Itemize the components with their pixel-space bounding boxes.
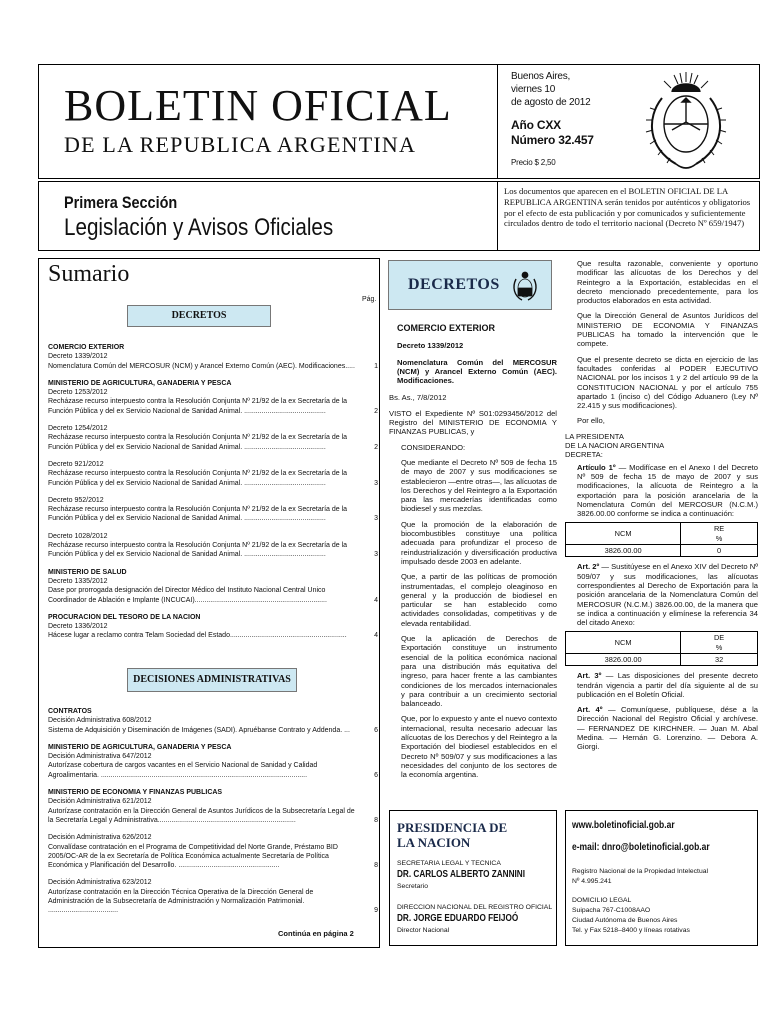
direccion-role: Director Nacional — [397, 927, 450, 934]
registro-number: Nº 4.995.241 — [572, 878, 612, 885]
domicilio-phone: Tel. y Fax 5218–8400 y líneas rotativas — [572, 927, 690, 934]
decreto-por-ello: Por ello, — [577, 416, 605, 426]
domicilio-city: Ciudad Autónoma de Buenos Aires — [572, 917, 678, 924]
list-item[interactable]: Decisión Administrativa 623/2012 Autorízase contratación en la Dirección Técnica Operativa de la Dirección General de Administración de la Subsecretaría de Administración y Normalización Patrimonial. .................................... 9 — [48, 879, 378, 915]
list-item[interactable]: Decreto 921/2012 Recházase recurso interpuesto contra la Resolución Conjunta Nº 21/92 de la ex Secretaría de la Función Pública y del ex Servicio Nacional de Sanidad Animal. .......................................... 3 — [48, 460, 378, 487]
domicilio-street: Suipacha 767-C1008AAO — [572, 907, 651, 914]
coat-of-arms-icon — [640, 68, 732, 178]
decreto-article-2: Art. 2º — Sustitúyese en el Anexo XIV del Decreto Nº 509/07 y sus modificaciones, las alícuotas correspondientes al Derecho de Exportación para la posición arancelaria de la Nomenclatura Común del MERCOSUR (N.C.M.) 3826.00.00, de la manera que se indica a continuación y elimínese la referencia 34 del citado Anexo: — [577, 562, 758, 628]
newspaper-subtitle: DE LA REPUBLICA ARGENTINA — [64, 132, 417, 157]
sumario-decisiones-list — [48, 707, 378, 916]
sumario-title: Sumario — [48, 261, 130, 287]
ncm-table-re: NCM RE % 3826.00.00 0 — [565, 522, 758, 557]
list-item[interactable]: MINISTERIO DE AGRICULTURA, GANADERIA Y PESCA Decreto 1253/2012 Recházase recurso interpuesto contra la Resolución Conjunta Nº 21/92 de la ex Secretaría de la Función Pública y del ex Servicio Nacional de Sanidad Animal. .......................................... 2 — [48, 379, 378, 415]
list-item[interactable]: Decisión Administrativa 626/2012 Convalídase contratación en el Programa de Competitividad del Norte Grande, Préstamo BID 2005/OC-AR de la ex Secretaría de Política Económica actualmente Secretaría de Política Económica y Planificación del Desarrollo. .................................................... 8 — [48, 834, 378, 870]
section-title: Primera Sección — [64, 193, 178, 212]
decreto-paragraph: Que mediante el Decreto Nº 509 de fecha 15 de mayo de 2007 y sus modificaciones se establecieron —entre otras—, las alícuotas de los Derechos y del Reintegro a la Exportación para las mercaderías identificadas como biodiesel y sus mezclas. — [401, 457, 557, 514]
list-item[interactable]: MINISTERIO DE ECONOMIA Y FINANZAS PUBLICAS Decisión Administrativa 621/2012 Autorízase contratación en la Dirección General de Asuntos Jurídicos de la Subsecretaría Legal de la Secretaría Legal y Administrativa....................................................................... 8 — [48, 789, 378, 824]
decreto-place-date: Bs. As., 7/8/2012 — [389, 393, 447, 403]
decreto-paragraph: Que la aplicación de Derechos de Exportación constituye un instrumento esencial de la política económica nacional para una distribución más equitativa del ingreso, para hacer frente a las cambiantes condiciones de los mercados internacionales y para contribuir a un crecimiento sectorial balanceado. — [401, 634, 557, 709]
issue-city: Buenos Aires, — [511, 71, 571, 82]
direccion-label: DIRECCION NACIONAL DEL REGISTRO OFICIAL — [397, 904, 553, 911]
decreto-decreta: DECRETA: — [565, 450, 603, 460]
list-item[interactable]: CONTRATOS Decisión Administrativa 608/2012 Sistema de Adquisición y Diseminación de Imágenes (SADI). Apruébanse Contrato y Addenda. ... 6 — [48, 708, 378, 734]
decretos-label: DECRETOS — [127, 305, 271, 327]
issue-price: Precio $ 2,50 — [511, 158, 556, 167]
website-link[interactable]: www.boletinoficial.gob.ar — [572, 820, 675, 831]
decreto-presidenta: LA PRESIDENTA — [565, 431, 624, 441]
decreto-article-1: Artículo 1º — Modifícase en el Anexo I del Decreto Nº 509 de fecha 15 de mayo de 2007 y sus modificaciones, la alícuota de Reintegro a la exportación para la posición arancelaria de la Nomenclatura Común del MERCOSUR (N.C.M.) 3826.00.00 conforme se indica a continuación: — [577, 462, 758, 519]
decreto-presidenta: DE LA NACION ARGENTINA — [565, 441, 665, 451]
secretaria-role: Secretario — [397, 883, 428, 890]
list-item[interactable]: MINISTERIO DE AGRICULTURA, GANADERIA Y PESCA Decisión Administrativa 647/2012 Autorízase cobertura de cargos vacantes en el Servicio Nacional de Sanidad y Calidad Agroalimentaria. .......................................................................................................... 6 — [48, 743, 378, 779]
issue-year: Año CXX — [511, 118, 561, 132]
decreto-area: COMERCIO EXTERIOR — [397, 323, 496, 333]
decretos-header-label: DECRETOS — [408, 276, 500, 293]
list-item[interactable]: COMERCIO EXTERIOR Decreto 1339/2012 Nomenclatura Común del MERCOSUR (NCM) y Arancel Externo Común (AEC). Modificaciones..... 1 — [48, 344, 378, 370]
ncm-table-de: NCM DE % 3826.00.00 32 — [565, 631, 758, 666]
list-item[interactable]: PROCURACION DEL TESORO DE LA NACION Decreto 1336/2012 Hácese lugar a reclamo contra Telam Sociedad del Estado............................................................ 4 — [48, 613, 378, 640]
decreto-paragraph: Que, a partir de las políticas de promoción instrumentadas, el complejo oleaginoso en general y la producción de biodiesel en particular se han establecido como actividades consolidadas, competitivas y de elevada rentabilidad. — [401, 572, 557, 628]
decisiones-label: DECISIONES ADMINISTRATIVAS — [127, 668, 297, 692]
list-item[interactable]: Decreto 1028/2012 Recházase recurso interpuesto contra la Resolución Conjunta Nº 21/92 de la ex Secretaría de la Función Pública y del ex Servicio Nacional de Sanidad Animal. .......................................... 3 — [48, 532, 378, 559]
list-item[interactable]: Decreto 1254/2012 Recházase recurso interpuesto contra la Resolución Conjunta Nº 21/92 de la ex Secretaría de la Función Pública y del ex Servicio Nacional de Sanidad Animal. .......................................... 2 — [48, 425, 378, 451]
decreto-paragraph: Que el presente decreto se dicta en ejercicio de las facultades conferidas al PODER EJECUTIVO NACIONAL por los incisos 1 y 2 del artículo 99 de la CONSTITUCION NACIONAL y por el artículo 755 apartado 1 (inciso c) del Código Aduanero (Ley Nº 22.415 y sus modificaciones). — [577, 354, 758, 411]
list-item[interactable]: MINISTERIO DE SALUD Decreto 1335/2012 Dase por prorrogada designación del Director Médico del Instituto Nacional Central Unico Coordinador de Ablación e Implante (INCUCAI).................................................................... 4 — [48, 568, 378, 604]
registro-label: Registro Nacional de la Propiedad Intelectual — [572, 868, 709, 875]
domicilio-label: DOMICILIO LEGAL — [572, 897, 632, 904]
section-subtitle: Legislación y Avisos Oficiales — [64, 214, 334, 241]
issue-day: viernes 10 — [511, 84, 556, 95]
issue-info — [511, 70, 594, 169]
coat-of-arms-icon — [512, 269, 538, 303]
decreto-body-col2 — [565, 259, 758, 752]
decreto-article-4: Art. 4º — Comuníquese, publíquese, dése a la Dirección Nacional del Registro Oficial y archívese. — FERNANDEZ DE KIRCHNER. — Juan M. Abal Medina. — Hernán G. Lorenzino. — Debora A. Giorgi. — [577, 705, 758, 752]
direccion-name: DR. JORGE EDUARDO FEIJOÓ — [397, 913, 519, 924]
secretaria-name: DR. CARLOS ALBERTO ZANNINI — [397, 869, 526, 880]
list-item[interactable]: Decreto 952/2012 Recházase recurso interpuesto contra la Resolución Conjunta Nº 21/92 de la ex Secretaría de la Función Pública y del ex Servicio Nacional de Sanidad Animal. .......................................... 3 — [48, 496, 378, 523]
decreto-paragraph: Que resulta razonable, conveniente y oportuno modificar las alícuotas de los Derechos y del Reintegro a la Exportación, establecidas en el decreto mencionado precedentemente, para los productos elaborados en esta actividad. — [577, 259, 758, 306]
newspaper-title: BOLETIN OFICIAL — [64, 81, 452, 130]
continua-link[interactable]: Continúa en página 2 — [278, 929, 354, 938]
decreto-summary: Nomenclatura Común del MERCOSUR (NCM) y Arancel Externo Común (AEC). Modificaciones. — [397, 357, 557, 386]
decreto-number: Decreto 1339/2012 — [397, 341, 464, 351]
decreto-body-col1 — [389, 324, 557, 779]
decreto-visto: VISTO el Expediente Nº S01:0293456/2012 del Registro del MINISTERIO DE ECONOMIA Y FINANZAS PUBLICAS, y — [389, 408, 557, 437]
decreto-considerando: CONSIDERANDO: — [401, 442, 466, 452]
decreto-article-3: Art. 3º — Las disposiciones del presente decreto tendrán vigencia a partir del día siguiente al de su publicación en el Boletín Oficial. — [577, 671, 758, 699]
issue-date: de agosto de 2012 — [511, 97, 591, 108]
legal-notice: Los documentos que aparecen en el BOLETIN OFICIAL DE LA REPUBLICA ARGENTINA serán tenidos por auténticos y obligatorios por el efecto de esta publicación y por comunicados y suficientemente circulados dentro de todo el territorio nacional (Decreto Nº 659/1947) — [504, 186, 751, 229]
issue-number: Número 32.457 — [511, 133, 594, 147]
sumario-decretos-list — [48, 343, 378, 641]
decreto-paragraph: Que la promoción de la elaboración de biocombustibles constituye una política adecuada para profundizar el proceso de reindustrialización y diversificación productiva impulsado desde 2003 en adelante. — [401, 519, 557, 566]
page-column-label: Pág. — [362, 296, 377, 303]
email-link[interactable]: e-mail: dnro@boletinoficial.gob.ar — [572, 842, 710, 853]
decreto-paragraph: Que la Dirección General de Asuntos Jurídicos del MINISTERIO DE ECONOMIA Y FINANZAS PUBLICAS ha tomado la intervención que le compete. — [577, 311, 758, 349]
secretaria-label: SECRETARIA LEGAL Y TECNICA — [397, 860, 501, 867]
decreto-paragraph: Que, por lo expuesto y ante el nuevo contexto internacional, resulta necesario adecuar las alícuotas de los Derechos y del Reintegro a la Exportación del biodiesel establecidos en el Decreto Nº 509/07 y sus modificaciones a las necesidades del conjunto de los sectores de la economía argentina. — [401, 714, 557, 780]
presidencia-title: PRESIDENCIA DE LA NACION — [397, 820, 508, 850]
